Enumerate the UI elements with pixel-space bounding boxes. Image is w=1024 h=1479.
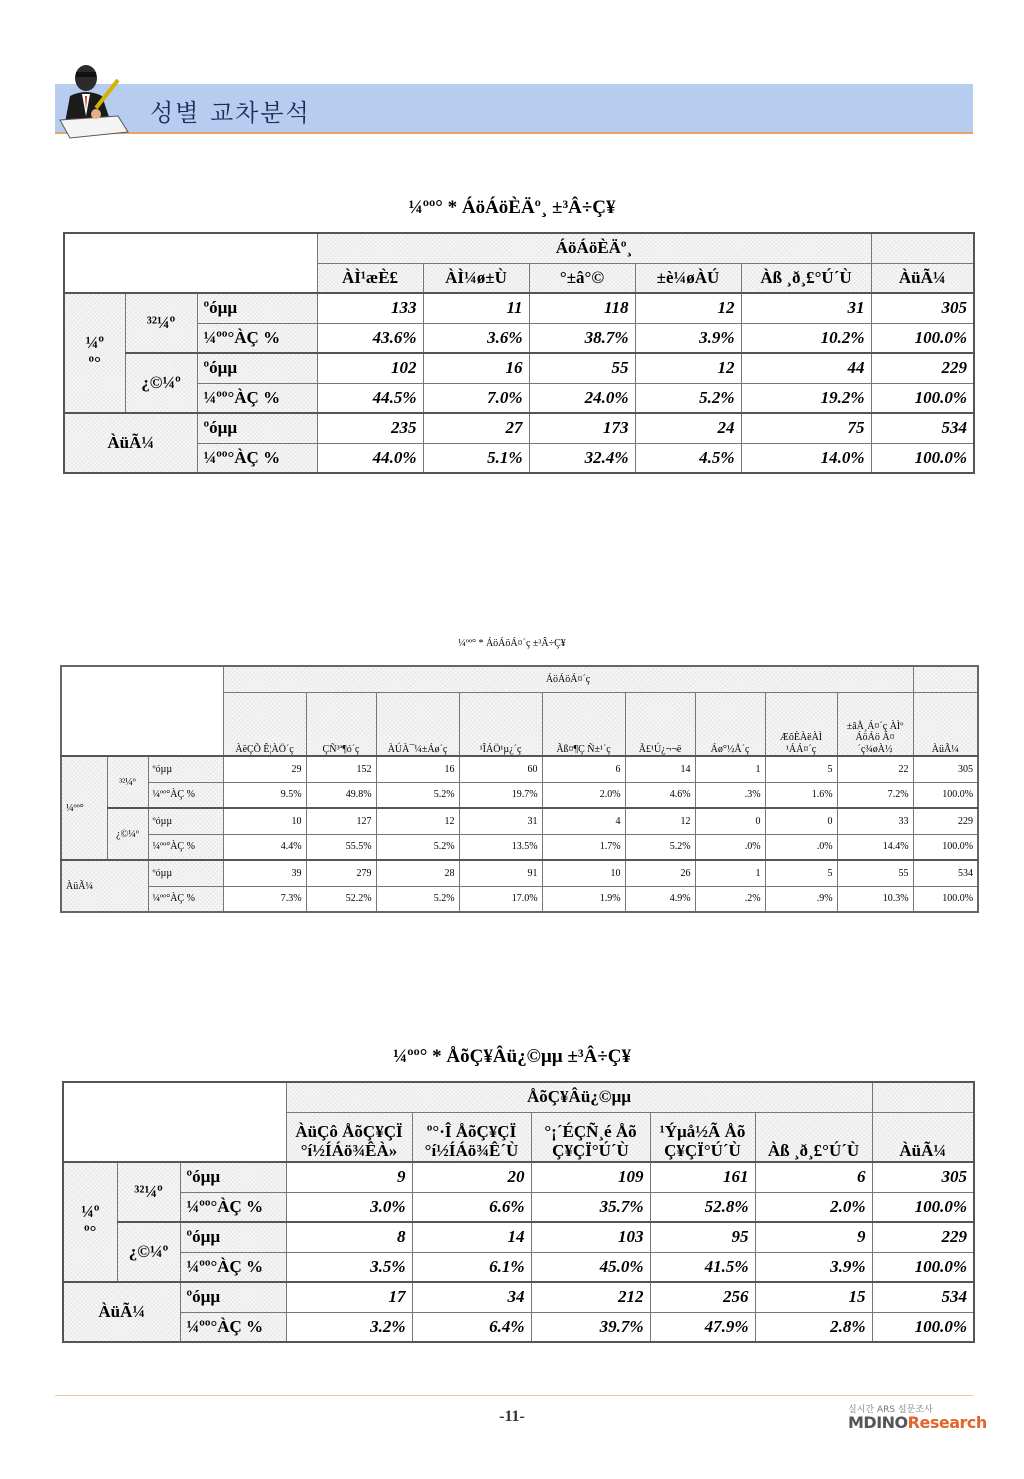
table-cell: 4.4% (223, 834, 306, 860)
brand-tagline: 실시간 ARS 설문조사 (848, 1405, 933, 1415)
table-cell: 3.5% (286, 1252, 412, 1282)
total-label: ÀüÃ¼ (64, 413, 197, 473)
table-cell: 2.0% (755, 1192, 872, 1222)
page-number: -11- (499, 1408, 525, 1425)
table-cell: 5 (765, 860, 837, 886)
table-cell: 12 (625, 808, 695, 834)
row-variable-label-a: ¼º (85, 333, 104, 352)
header-filler (913, 666, 978, 692)
column-header: ÀüÃ¼ (871, 263, 974, 293)
column-header: °±â°© (529, 263, 635, 293)
group-header: ÁöÁöÈÄº¸ (317, 233, 871, 263)
table-cell: 17.0% (459, 886, 542, 912)
table-cell: 4 (542, 808, 625, 834)
table-cell: 16 (423, 353, 529, 383)
table-cell: 100.0% (871, 323, 974, 353)
table-cell: 7.2% (837, 782, 913, 808)
table-cell: 100.0% (913, 834, 978, 860)
table-cell: 12 (635, 353, 741, 383)
table-cell: 103 (531, 1222, 650, 1252)
group-label: ¿©¼º (117, 1222, 180, 1282)
table-cell: 44.0% (317, 443, 423, 473)
table-cell: 534 (872, 1282, 974, 1312)
table-cell: 10 (542, 860, 625, 886)
table-cell: 19.2% (741, 383, 871, 413)
column-header: ÇÑ³ª¶ó´ç (306, 692, 376, 756)
table-cell: 14.0% (741, 443, 871, 473)
row-variable-label-b: º° (88, 353, 101, 372)
table-cell: 5 (765, 756, 837, 782)
table-cell: 305 (913, 756, 978, 782)
table-cell: 10.3% (837, 886, 913, 912)
table-cell: 29 (223, 756, 306, 782)
table-cell: .2% (695, 886, 765, 912)
group-label: ¿©¼º (125, 353, 197, 413)
count-label: ºóµµ (197, 353, 317, 383)
table-cell: 100.0% (872, 1192, 974, 1222)
table-cell: 1 (695, 756, 765, 782)
count-label: ºóµµ (148, 860, 223, 886)
table1-title: ¼ºº° * ÁöÁöÈÄº¸ ±³Â÷Ç¥ (408, 197, 616, 218)
table-cell: 3.9% (755, 1252, 872, 1282)
group-header: ÅõÇ¥Âü¿©µµ (286, 1082, 872, 1112)
table-cell: .0% (695, 834, 765, 860)
businessman-writing-icon (52, 58, 132, 140)
table-cell: 45.0% (531, 1252, 650, 1282)
table-cell: 24.0% (529, 383, 635, 413)
table-cell: 52.8% (650, 1192, 755, 1222)
table-cell: 24 (635, 413, 741, 443)
table-cell: 152 (306, 756, 376, 782)
table-cell: 229 (871, 353, 974, 383)
table-cell: 55 (529, 353, 635, 383)
crosstab-table-1 (63, 232, 975, 474)
table-cell: 5.2% (376, 834, 459, 860)
table-cell: 32.4% (529, 443, 635, 473)
table-cell: 1 (695, 860, 765, 886)
crosstab-table-2 (60, 665, 979, 913)
column-header: ÀüÃ¼ (913, 692, 978, 756)
table-cell: 17 (286, 1282, 412, 1312)
table-cell: 47.9% (650, 1312, 755, 1342)
table-cell: 55 (837, 860, 913, 886)
table-cell: 31 (459, 808, 542, 834)
table-cell: 6.4% (412, 1312, 531, 1342)
column-header: ±è¼øÀÚ (635, 263, 741, 293)
column-header: ÀëÇÕ Ê¦ÀÖ´ç (223, 692, 306, 756)
table-cell: 14 (625, 756, 695, 782)
column-header: Áø°½Å´ç (695, 692, 765, 756)
table-cell: 38.7% (529, 323, 635, 353)
column-header: ÀÌ¼ø±Ù (423, 263, 529, 293)
table-cell: 22 (837, 756, 913, 782)
table-cell: 44.5% (317, 383, 423, 413)
group-label: ³²¼º (125, 293, 197, 353)
table-cell: 102 (317, 353, 423, 383)
table-cell: 9 (755, 1222, 872, 1252)
header-filler (871, 233, 974, 263)
table-cell: 11 (423, 293, 529, 323)
column-header: ÀüÇô ÅõÇ¥ÇÏ °í½ÍÁö¾ÊÀ» (286, 1112, 412, 1162)
table-cell: 55.5% (306, 834, 376, 860)
page-title: 성별 교차분석 (150, 99, 311, 127)
column-header: ÀÚÀ¯¼±Áø´ç (376, 692, 459, 756)
column-header: Ãß¤¶Ç Ñ±¹´ç (542, 692, 625, 756)
row-variable-label-b: º° (84, 1222, 97, 1241)
table-cell: 100.0% (871, 443, 974, 473)
table-cell: 5.2% (635, 383, 741, 413)
count-label: ºóµµ (180, 1222, 286, 1252)
table-cell: 5.2% (376, 782, 459, 808)
pct-label: ¼ºº°ÀÇ % (197, 323, 317, 353)
table-cell: 43.6% (317, 323, 423, 353)
column-header: ¹ÎÁÖ¹µ¿´ç (459, 692, 542, 756)
column-header: Ã£¹Ú¿¬¬ë (625, 692, 695, 756)
table-cell: 534 (913, 860, 978, 886)
table-cell: 5.1% (423, 443, 529, 473)
table-cell: 118 (529, 293, 635, 323)
pct-label: ¼ºº°ÀÇ % (197, 383, 317, 413)
table-cell: 4.6% (625, 782, 695, 808)
table-cell: 229 (913, 808, 978, 834)
table-cell: 91 (459, 860, 542, 886)
table-cell: 173 (529, 413, 635, 443)
brand-logo (848, 1413, 987, 1432)
table-cell: 16 (376, 756, 459, 782)
table-cell: 100.0% (913, 886, 978, 912)
table-cell: 256 (650, 1282, 755, 1312)
table-cell: 49.8% (306, 782, 376, 808)
table-cell: 3.2% (286, 1312, 412, 1342)
table-cell: 1.7% (542, 834, 625, 860)
table-cell: 2.0% (542, 782, 625, 808)
count-label: ºóµµ (180, 1162, 286, 1192)
column-header: º°·Î ÅõÇ¥ÇÏ °í½ÍÁö¾Ê´Ù (412, 1112, 531, 1162)
table-cell: 2.8% (755, 1312, 872, 1342)
table-cell: 109 (531, 1162, 650, 1192)
row-variable-label-a: ¼º (81, 1202, 100, 1221)
table-cell: 3.9% (635, 323, 741, 353)
table-cell: 9.5% (223, 782, 306, 808)
table-cell: 4.9% (625, 886, 695, 912)
count-label: ºóµµ (197, 293, 317, 323)
table2-title: ¼ºº° * ÁöÁöÁ¤´ç ±³Â÷Ç¥ (458, 638, 566, 649)
table-cell: 9 (286, 1162, 412, 1192)
total-label: ÀüÃ¼ (63, 1282, 180, 1342)
corner-cell (63, 1082, 286, 1162)
brand-logo-part: D (863, 1413, 877, 1432)
table-cell: 7.3% (223, 886, 306, 912)
table-cell: 60 (459, 756, 542, 782)
footer-divider (55, 1395, 973, 1396)
table-cell: 8 (286, 1222, 412, 1252)
table-cell: 75 (741, 413, 871, 443)
table-cell: 39 (223, 860, 306, 886)
table-cell: 1.9% (542, 886, 625, 912)
table-cell: 14.4% (837, 834, 913, 860)
table-cell: 14 (412, 1222, 531, 1252)
table-cell: 28 (376, 860, 459, 886)
table-cell: 305 (871, 293, 974, 323)
table-cell: 39.7% (531, 1312, 650, 1342)
column-header: Àß ¸ð¸£°Ú´Ù (741, 263, 871, 293)
column-header: ÀüÃ¼ (872, 1112, 974, 1162)
pct-label: ¼ºº°ÀÇ % (180, 1252, 286, 1282)
table-cell: 1.6% (765, 782, 837, 808)
group-label: ³²¼º (117, 1162, 180, 1222)
table-cell: 6 (542, 756, 625, 782)
table-cell: .0% (765, 834, 837, 860)
table-cell: 52.2% (306, 886, 376, 912)
column-header: ±âÅ¸Á¤´ç ÀÌº ÁöÁö Á¤´ç¾øÀ½ (837, 692, 913, 756)
table-cell: 6.1% (412, 1252, 531, 1282)
table-cell: 12 (635, 293, 741, 323)
table-cell: 33 (837, 808, 913, 834)
table-cell: 3.6% (423, 323, 529, 353)
table-cell: 10 (223, 808, 306, 834)
table-cell: 34 (412, 1282, 531, 1312)
row-variable-label (64, 293, 125, 413)
table-cell: 127 (306, 808, 376, 834)
brand-logo-part: INO (876, 1413, 908, 1432)
table-cell: 31 (741, 293, 871, 323)
count-label: ºóµµ (197, 413, 317, 443)
column-header: ÀÌ¹æÈ£ (317, 263, 423, 293)
table-cell: 20 (412, 1162, 531, 1192)
table-cell: 44 (741, 353, 871, 383)
group-header: ÁöÁöÁ¤´ç (223, 666, 913, 692)
table-cell: 279 (306, 860, 376, 886)
header-filler (872, 1082, 974, 1112)
pct-label: ¼ºº°ÀÇ % (180, 1192, 286, 1222)
table-cell: .3% (695, 782, 765, 808)
table-cell: 5.2% (376, 886, 459, 912)
table-cell: 10.2% (741, 323, 871, 353)
column-header: °¡´ÉÇÑ¸é Åõ Ç¥ÇÏ°Ú´Ù (531, 1112, 650, 1162)
pct-label: ¼ºº°ÀÇ % (197, 443, 317, 473)
table-cell: 3.0% (286, 1192, 412, 1222)
brand-logo-accent: Research (907, 1413, 987, 1432)
table-cell: 19.7% (459, 782, 542, 808)
table-cell: 0 (695, 808, 765, 834)
pct-label: ¼ºº°ÀÇ % (148, 782, 223, 808)
table-cell: .9% (765, 886, 837, 912)
row-variable-label: ¼ºº° (61, 756, 107, 860)
table-cell: 133 (317, 293, 423, 323)
table-cell: 100.0% (871, 383, 974, 413)
group-label: ¿©¼º (107, 808, 148, 860)
row-variable-label (63, 1162, 117, 1282)
table-cell: 161 (650, 1162, 755, 1192)
column-header: ÆõÈÀëÀÌ ¹ÁÁ¤´ç (765, 692, 837, 756)
table-cell: 6 (755, 1162, 872, 1192)
corner-cell (64, 233, 317, 293)
table-cell: 100.0% (872, 1252, 974, 1282)
crosstab-table-3 (62, 1081, 975, 1343)
table-cell: 6.6% (412, 1192, 531, 1222)
pct-label: ¼ºº°ÀÇ % (148, 834, 223, 860)
column-header: Àß ¸ð¸£°Ú´Ù (755, 1112, 872, 1162)
pct-label: ¼ºº°ÀÇ % (180, 1312, 286, 1342)
table-cell: 41.5% (650, 1252, 755, 1282)
table-cell: 305 (872, 1162, 974, 1192)
table-cell: 13.5% (459, 834, 542, 860)
brand-logo-part: M (848, 1413, 864, 1432)
table-cell: 5.2% (625, 834, 695, 860)
table-cell: 12 (376, 808, 459, 834)
column-header: ¹Ýµå½Ã Åõ Ç¥ÇÏ°Ú´Ù (650, 1112, 755, 1162)
table-cell: 212 (531, 1282, 650, 1312)
table-cell: 534 (871, 413, 974, 443)
table-cell: 95 (650, 1222, 755, 1252)
table-cell: 100.0% (872, 1312, 974, 1342)
count-label: ºóµµ (148, 808, 223, 834)
table-cell: 0 (765, 808, 837, 834)
table3-title: ¼ºº° * ÅõÇ¥Âü¿©µµ ±³Â÷Ç¥ (393, 1046, 631, 1067)
table-cell: 26 (625, 860, 695, 886)
table-cell: 100.0% (913, 782, 978, 808)
group-label: ³²¼º (107, 756, 148, 808)
table-cell: 7.0% (423, 383, 529, 413)
table-cell: 15 (755, 1282, 872, 1312)
corner-cell (61, 666, 223, 756)
count-label: ºóµµ (180, 1282, 286, 1312)
pct-label: ¼ºº°ÀÇ % (148, 886, 223, 912)
table-cell: 27 (423, 413, 529, 443)
table-cell: 235 (317, 413, 423, 443)
table-cell: 4.5% (635, 443, 741, 473)
table-cell: 35.7% (531, 1192, 650, 1222)
count-label: ºóµµ (148, 756, 223, 782)
table-cell: 229 (872, 1222, 974, 1252)
total-label: ÀüÃ¼ (61, 860, 148, 912)
